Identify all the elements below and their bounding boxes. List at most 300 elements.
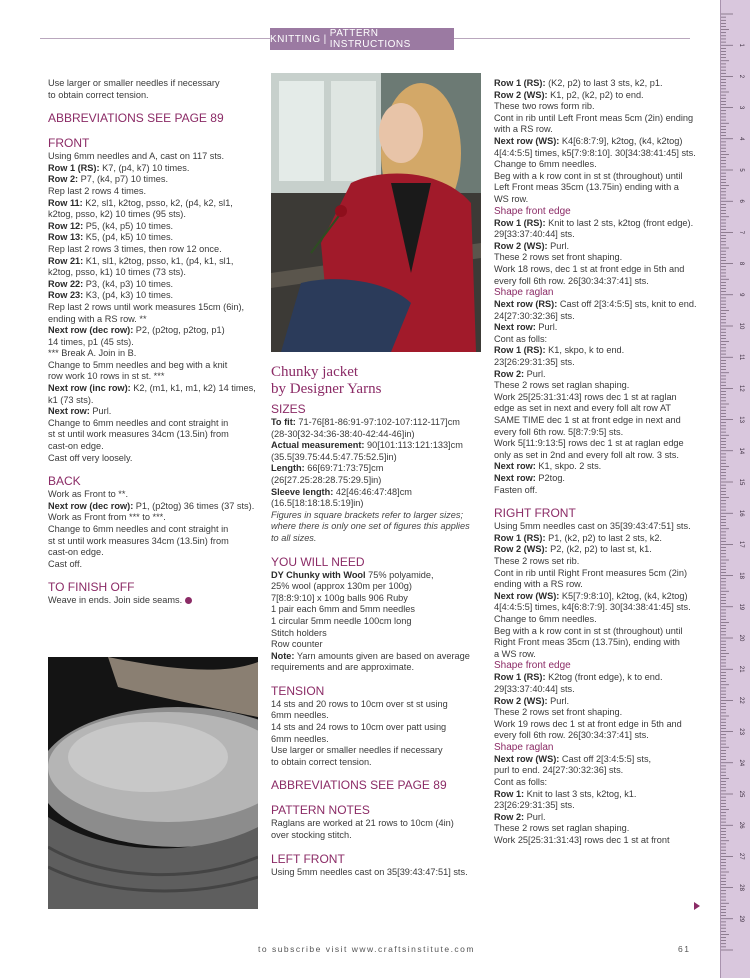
section-heading xyxy=(271,852,483,867)
line-text: K2tog (front edge), k to end. xyxy=(545,672,663,683)
instruction-line xyxy=(494,730,702,742)
line-text: K1, sl1, k2tog, psso, k1, (p4, k1, sl1, xyxy=(83,255,234,266)
row-label: Length: xyxy=(271,463,305,474)
line-text: Purl. xyxy=(524,811,546,822)
instruction-line xyxy=(48,595,260,607)
ruler-label: 28 xyxy=(738,884,744,891)
ruler-label: 1 xyxy=(738,43,744,47)
instruction-line xyxy=(48,524,260,536)
line-text: These 2 rows set raglan shaping. xyxy=(494,380,630,391)
continue-arrow-icon xyxy=(694,902,700,910)
line-text: 29[33:37:40:44] sts. xyxy=(494,229,575,240)
ruler-label: 20 xyxy=(738,634,744,642)
line-text: K5, (p4, k5) 10 times. xyxy=(83,232,174,243)
instruction-line xyxy=(271,662,483,674)
line-text: K3, (p4, k3) 10 times. xyxy=(83,290,174,301)
ruler-label: 13 xyxy=(738,416,744,423)
line-text: P7, (k4, p7) 10 times. xyxy=(78,174,168,185)
line-text: Right Front meas 35cm (13.75in), ending with xyxy=(494,637,680,648)
ruler-label: 17 xyxy=(738,541,744,548)
line-text: Use larger or smaller needles if necessary xyxy=(48,78,220,88)
row-label: Row 13: xyxy=(48,232,84,243)
ruler-label: 12 xyxy=(738,385,744,392)
line-text: K1, skpo, k to end. xyxy=(545,345,625,356)
instruction-line xyxy=(494,533,702,545)
instruction-line xyxy=(494,159,702,171)
row-label: Row 2: xyxy=(48,174,79,185)
ruler-label: 2 xyxy=(738,74,744,79)
line-text: TENSION xyxy=(271,683,325,698)
instruction-line xyxy=(494,311,702,323)
line-text: Stitch holders xyxy=(271,627,327,638)
instruction-line xyxy=(494,556,702,568)
line-text: Knit to last 3 sts, k2tog, k1. xyxy=(524,788,637,799)
line-text: purl to end. 24[27:30:32:36] sts. xyxy=(494,765,624,776)
ruler-label: 19 xyxy=(738,603,744,611)
line-text: P1, (p2tog) 36 times (37 sts). xyxy=(133,500,255,511)
section-heading xyxy=(271,778,483,793)
instruction-line xyxy=(48,418,260,430)
row-label: Next row (WS): xyxy=(494,135,560,146)
line-text: Cont in rib until Right Front measures 5cm (2in) xyxy=(494,567,688,578)
ruler-label: 27 xyxy=(738,853,744,860)
instruction-line xyxy=(494,252,702,264)
instruction-line xyxy=(271,570,483,582)
line-text: Cont as folls: xyxy=(494,333,548,344)
line-text: Work 5[11:9:13:5] rows dec 1 st at raglan edge xyxy=(494,438,684,449)
instruction-line xyxy=(494,450,702,462)
instruction-line xyxy=(271,745,483,757)
instruction-line xyxy=(48,383,260,395)
row-label: Row 1 (RS): xyxy=(494,217,546,228)
row-label: Row 1 (RS): xyxy=(48,162,100,173)
line-text: Cast off. xyxy=(48,558,83,569)
instruction-line xyxy=(48,302,260,314)
line-text: P3, (k4, p3) 10 times. xyxy=(83,278,174,289)
instruction-line xyxy=(271,429,483,441)
instruction-line xyxy=(494,427,702,439)
column-right xyxy=(494,78,702,847)
row-label: Row 1 (RS): xyxy=(494,78,546,88)
instruction-line xyxy=(494,264,702,276)
instruction-line xyxy=(271,722,483,734)
section-heading xyxy=(271,803,483,818)
ruler-label: 14 xyxy=(738,447,744,455)
instruction-line xyxy=(494,136,702,148)
instruction-line xyxy=(494,461,702,473)
instruction-line xyxy=(494,684,702,696)
instruction-line xyxy=(494,148,702,160)
row-label: Next row (inc row): xyxy=(48,383,131,394)
line-text: Change to 5mm needles and beg with a knit xyxy=(48,359,228,370)
line-text: Figures in square brackets refer to larger sizes; xyxy=(271,509,463,520)
instruction-line xyxy=(494,614,702,626)
line-text: Purl. xyxy=(535,322,558,333)
line-text: 90[101:113:121:133]cm xyxy=(364,440,463,451)
ruler-label: 7 xyxy=(738,230,744,235)
note-text xyxy=(271,521,483,533)
instruction-line xyxy=(494,707,702,719)
line-text: cast-on edge. xyxy=(48,547,104,558)
line-text: These two rows form rib. xyxy=(494,101,595,112)
pattern-designer: by Designer Yarns xyxy=(271,381,382,397)
row-label: Row 2 (WS): xyxy=(494,695,548,706)
end-mark-icon xyxy=(185,597,192,604)
instruction-line xyxy=(494,696,702,708)
line-text: Cast off 2[3:4:5:5] sts, xyxy=(559,753,652,764)
line-text: Shape raglan xyxy=(494,287,554,299)
line-text: 14 sts and 24 rows to 10cm over patt using xyxy=(271,722,447,733)
instruction-line xyxy=(494,229,702,241)
instruction-line xyxy=(48,198,260,210)
row-label: Next row (WS): xyxy=(494,753,560,764)
line-text: Rep last 2 rows 4 times. xyxy=(48,185,147,196)
line-text: Using 6mm needles and A, cast on 117 sts. xyxy=(48,151,225,162)
instruction-line xyxy=(48,371,260,383)
line-text: Change to 6mm needles and cont straight in xyxy=(48,524,229,534)
line-text: 23[26:29:31:35] sts. xyxy=(494,357,575,368)
instruction-line xyxy=(494,568,702,580)
jacket-photo xyxy=(271,73,481,352)
instruction-line xyxy=(494,835,702,847)
row-label: Row 11: xyxy=(48,197,83,208)
ruler-label: 21 xyxy=(738,665,744,673)
row-label: Next row (WS): xyxy=(494,590,560,601)
note-text xyxy=(271,510,483,522)
line-text: Shape front edge xyxy=(494,205,571,217)
line-text: ending with a RS row. ** xyxy=(48,313,147,324)
line-text: Change to 6mm needles and cont straight in xyxy=(48,417,229,428)
instruction-line xyxy=(494,789,702,801)
banner-separator: | xyxy=(323,33,327,45)
line-text: 14 sts and 20 rows to 10cm over st st using xyxy=(271,698,448,709)
line-text: Purl. xyxy=(547,240,570,251)
section-heading xyxy=(494,506,702,521)
line-text: Work 19 rows dec 1 st at front edge in 5th and xyxy=(494,718,682,729)
ruler-label: 8 xyxy=(738,261,744,266)
instruction-line xyxy=(48,395,260,407)
instruction-line xyxy=(48,221,260,233)
instruction-line xyxy=(494,345,702,357)
line-text: with a RS row. xyxy=(494,124,553,135)
ruler-label: 23 xyxy=(738,728,744,735)
column-middle-body xyxy=(271,402,483,878)
row-label: Next row: xyxy=(494,322,536,333)
instruction-line xyxy=(494,124,702,136)
line-text: 1 pair each 6mm and 5mm needles xyxy=(271,604,416,615)
instruction-line xyxy=(494,602,702,614)
section-heading xyxy=(271,684,483,699)
line-text: Knit to last 2 sts, k2tog (front edge). xyxy=(545,217,694,228)
line-text: Cast off very loosely. xyxy=(48,452,133,463)
instruction-line xyxy=(48,547,260,559)
instruction-line xyxy=(271,463,483,475)
line-text: k1 (73 sts). xyxy=(48,394,94,405)
instruction-line xyxy=(494,438,702,450)
ruler-label: 10 xyxy=(738,322,744,330)
line-text: st st until work measures 34cm (13.5in) from xyxy=(48,429,229,440)
line-text: These 2 rows set front shaping. xyxy=(494,707,623,718)
pattern-title: Chunky jacket xyxy=(271,364,359,380)
line-text: SIZES xyxy=(271,402,306,416)
instruction-line xyxy=(271,628,483,640)
line-text: These 2 rows set raglan shaping. xyxy=(494,823,630,834)
line-text: to all sizes. xyxy=(271,532,317,543)
instruction-line xyxy=(494,812,702,824)
instruction-line xyxy=(494,357,702,369)
instruction-line xyxy=(271,440,483,452)
instruction-line xyxy=(494,649,702,661)
line-text: BACK xyxy=(48,474,81,489)
line-text: Shape raglan xyxy=(494,741,554,753)
note-text xyxy=(271,533,483,545)
row-label: Row 2: xyxy=(494,811,525,822)
instruction-line xyxy=(494,415,702,427)
row-label: Next row (dec row): xyxy=(48,500,134,511)
instruction-line xyxy=(494,591,702,603)
instruction-line xyxy=(494,113,702,125)
row-label: Row 12: xyxy=(48,220,84,231)
ruler-label: 16 xyxy=(738,509,744,517)
instruction-line xyxy=(271,593,483,605)
instruction-line xyxy=(271,734,483,746)
line-text: Left Front meas 35cm (13.75in) ending with a xyxy=(494,182,679,193)
instruction-line xyxy=(48,314,260,326)
subsection-label: PATTERN INSTRUCTIONS xyxy=(329,28,411,50)
instruction-line xyxy=(494,182,702,194)
measuring-ruler xyxy=(720,0,750,978)
instruction-line xyxy=(271,498,483,510)
line-text: Shape front edge xyxy=(494,660,571,672)
row-label: Next row: xyxy=(48,406,90,417)
column-left xyxy=(48,78,260,607)
line-text: over stocking stitch. xyxy=(271,830,352,841)
line-text: Work 25[25:31:31:43] rows dec 1 st at raglan xyxy=(494,391,677,402)
row-label: Row 1 (RS): xyxy=(494,672,546,683)
instruction-line xyxy=(48,559,260,571)
line-text: P2tog. xyxy=(535,473,565,483)
line-text: (26[27.25:28:28.75:29.5]in) xyxy=(271,474,382,485)
section-heading xyxy=(48,580,260,595)
ruler-label: 11 xyxy=(738,354,744,361)
line-text: 1 circular 5mm needle 100cm long xyxy=(271,615,412,626)
instruction-line xyxy=(494,754,702,766)
row-label: Next row: xyxy=(494,461,536,472)
instruction-line xyxy=(494,380,702,392)
row-label: Next row (RS): xyxy=(494,299,558,310)
line-text: to obtain correct tension. xyxy=(48,89,149,100)
ruler-label: 9 xyxy=(738,293,744,297)
ruler-label: 5 xyxy=(738,168,744,172)
cowl-illustration xyxy=(48,657,258,909)
row-label: Row 2 (WS): xyxy=(494,544,548,555)
line-text: edge as set in next and every foll alt row AT xyxy=(494,403,672,414)
row-label: To fit: xyxy=(271,417,296,427)
line-text: k2tog, psso, k2) 10 times (95 sts). xyxy=(48,209,186,220)
row-label: Row 22: xyxy=(48,278,84,289)
line-text: YOU WILL NEED xyxy=(271,554,365,569)
instruction-line xyxy=(48,267,260,279)
instruction-line xyxy=(48,536,260,548)
instruction-line xyxy=(48,337,260,349)
instruction-line xyxy=(48,174,260,186)
instruction-line xyxy=(48,406,260,418)
line-text: Purl. xyxy=(89,406,112,417)
line-text: 6mm needles. xyxy=(271,733,329,744)
instruction-line xyxy=(271,699,483,711)
line-text: 14 times, p1 (45 sts). xyxy=(48,336,134,347)
line-text: Cast off 2[3:4:5:5] sts, knit to end. xyxy=(557,299,697,310)
section-heading xyxy=(48,136,260,151)
ruler-label: 29 xyxy=(738,915,744,923)
header-rule-left xyxy=(40,38,270,39)
line-text: ABBREVIATIONS SEE PAGE 89 xyxy=(48,111,224,126)
instruction-line xyxy=(271,452,483,464)
instruction-line xyxy=(48,209,260,221)
subsection-heading xyxy=(494,206,702,218)
line-text: 4[4:4:5:5] times, k4[6:8:7:9]. 30[34:38:41:45] sts. xyxy=(494,602,691,613)
instruction-line xyxy=(48,163,260,175)
instruction-line xyxy=(494,276,702,288)
row-label: Row 1 (RS): xyxy=(494,532,546,543)
instruction-line xyxy=(48,151,260,163)
ruler-label: 25 xyxy=(738,790,744,798)
line-text: (16.5[18:18:18.5:19]in) xyxy=(271,498,364,509)
section-heading xyxy=(271,555,483,570)
line-text: K2, sl1, k2tog, psso, k2, (p4, k2, sl1, xyxy=(82,197,233,208)
instruction-line xyxy=(271,639,483,651)
line-text: 66[69:71:73:75]cm xyxy=(304,463,384,474)
line-text: P1, (k2, p2) to last 2 sts, k2. xyxy=(545,532,662,543)
line-text: Work as Front from *** to ***. xyxy=(48,512,166,523)
instruction-line xyxy=(48,512,260,524)
line-text: 6mm needles. xyxy=(271,710,329,721)
jacket-illustration xyxy=(271,73,481,352)
line-text: ABBREVIATIONS SEE PAGE 89 xyxy=(271,778,447,793)
row-label: Row 23: xyxy=(48,290,84,301)
line-text: K1, skpo. 2 sts. xyxy=(535,461,602,472)
instruction-line xyxy=(494,521,702,533)
instruction-line xyxy=(494,403,702,415)
row-label: Row 2 (WS): xyxy=(494,89,548,100)
line-text: 25% wool (approx 130m per 100g) xyxy=(271,581,412,592)
instruction-line xyxy=(494,473,702,485)
subsection-heading xyxy=(494,742,702,754)
instruction-line xyxy=(494,392,702,404)
instruction-line xyxy=(494,823,702,835)
line-text: a WS row. xyxy=(494,648,536,659)
row-label: Row 2: xyxy=(494,368,525,379)
instruction-line xyxy=(494,777,702,789)
instruction-line xyxy=(271,581,483,593)
line-text: Beg with a k row cont in st st (throughout) until xyxy=(494,625,683,636)
line-text: Rep last 2 rows 3 times, then row 12 once. xyxy=(48,243,222,254)
ruler-label: 6 xyxy=(738,199,744,203)
line-text: Purl. xyxy=(547,695,570,706)
instruction-line xyxy=(494,241,702,253)
row-label: Actual measurement: xyxy=(271,440,365,451)
instruction-line xyxy=(494,672,702,684)
line-text: requirements and are approximate. xyxy=(271,662,414,673)
line-text: RIGHT FRONT xyxy=(494,506,576,521)
ruler-label: 26 xyxy=(738,821,744,829)
row-label: Next row (dec row): xyxy=(48,325,134,336)
instruction-line xyxy=(48,186,260,198)
instruction-line xyxy=(494,719,702,731)
instruction-line xyxy=(494,171,702,183)
line-text: 4[4:4:5:5] times, k5[7:9:8:10]. 30[34:38:41:45] sts. xyxy=(494,147,696,158)
instruction-line xyxy=(494,800,702,812)
line-text: only as set in 2nd and every foll alt row. 3 sts. xyxy=(494,449,679,460)
line-text: Use larger or smaller needles if necessary xyxy=(271,745,443,756)
line-text: 23[26:29:31:35] sts. xyxy=(494,800,575,811)
line-text: *** Break A. Join in B. xyxy=(48,348,137,359)
instruction-line xyxy=(48,290,260,302)
row-label: Note: xyxy=(271,650,295,661)
row-label: Row 2 (WS): xyxy=(494,240,548,251)
line-text: to obtain correct tension. xyxy=(271,756,372,767)
column-middle xyxy=(271,364,483,878)
instruction-line xyxy=(48,441,260,453)
line-text: Work 25[25:31:31:43] rows dec 1 st at front xyxy=(494,835,670,846)
instruction-line xyxy=(494,101,702,113)
line-text: Fasten off. xyxy=(494,484,538,495)
line-text: Purl. xyxy=(524,368,546,379)
line-text: Change to 6mm needles. xyxy=(494,159,597,170)
line-text: where there is only one set of figures this applies xyxy=(271,521,470,532)
line-text: Work as Front to **. xyxy=(48,489,128,500)
instruction-line xyxy=(271,616,483,628)
line-text: st st until work measures 34cm (13.5in) from xyxy=(48,535,229,546)
subsection-heading xyxy=(494,287,702,299)
line-text: 7[8:8:9:10] x 100g balls 906 Ruby xyxy=(271,592,408,603)
row-label: Next row: xyxy=(494,473,536,483)
instruction-line xyxy=(48,453,260,465)
line-text: (35.5[39.75:44.5:47.75:52.5]in) xyxy=(271,451,397,462)
instruction-line xyxy=(48,232,260,244)
instruction-line xyxy=(48,279,260,291)
line-text: These 2 rows set front shaping. xyxy=(494,252,623,263)
instruction-line xyxy=(48,325,260,337)
row-label: Row 1 (RS): xyxy=(494,345,546,356)
instruction-line xyxy=(494,579,702,591)
line-text: 24[27:30:32:36] sts. xyxy=(494,310,575,321)
line-text: Cont as folls: xyxy=(494,777,548,788)
instruction-line xyxy=(271,651,483,663)
instruction-line xyxy=(494,544,702,556)
line-text: 42[46:46:47:48]cm xyxy=(333,486,412,497)
line-text: 75% polyamide, xyxy=(365,569,434,580)
instruction-line xyxy=(48,256,260,268)
subscribe-text: to subscribe visit www.craftsinstitute.com xyxy=(258,944,475,954)
line-text: Yarn amounts given are based on average xyxy=(294,650,470,661)
line-text: PATTERN NOTES xyxy=(271,803,370,818)
line-text: P5, (k4, p5) 10 times. xyxy=(83,220,174,231)
row-label: Sleeve length: xyxy=(271,486,334,497)
line-text: These 2 rows set rib. xyxy=(494,555,580,566)
instruction-line xyxy=(271,604,483,616)
line-text: P2, (k2, p2) to last st, k1. xyxy=(547,544,652,555)
line-text: Cont in rib until Left Front meas 5cm (2in) ending xyxy=(494,112,694,123)
instruction-line xyxy=(271,757,483,769)
instruction-line xyxy=(494,765,702,777)
ruler-label: 4 xyxy=(738,137,744,141)
instruction-line xyxy=(48,360,260,372)
line-text: Row counter xyxy=(271,639,323,650)
instruction-line xyxy=(494,90,702,102)
header-rule-right xyxy=(454,38,690,39)
instruction-line xyxy=(48,90,260,102)
